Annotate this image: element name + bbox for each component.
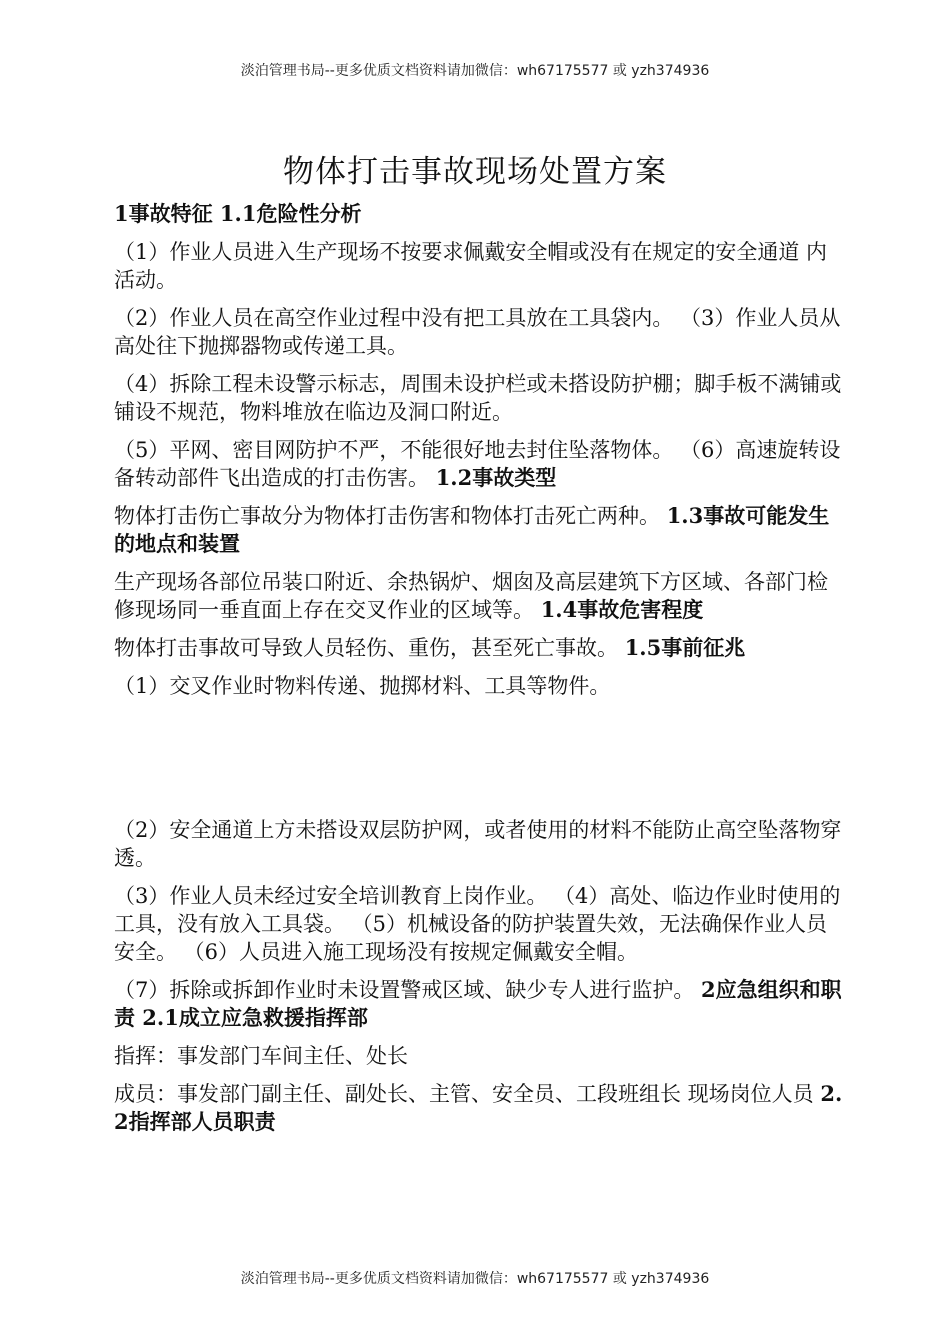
paragraph: （3）作业人员未经过安全培训教育上岗作业。 （4）高处、临边作业时使用的工具，没有放入工具袋。 （5）机械设备的防护装置失效，无法确保作业人员安全。 （6）人员进入施工现场没有按规定佩戴安全帽。 bbox=[114, 884, 841, 964]
paragraph: （1）交叉作业时物料传递、抛掷材料、工具等物件。 bbox=[114, 674, 611, 698]
heading-1-3: 1.3事故可能发生的地点和装置 bbox=[114, 503, 830, 556]
heading-1-4: 1.4事故危害程度 bbox=[540, 597, 704, 622]
paragraph bbox=[114, 976, 844, 1032]
heading-1-1: 1事故特征 1.1危险性分析 bbox=[114, 201, 362, 226]
paragraph bbox=[114, 634, 844, 662]
heading-1-2: 1.2事故类型 bbox=[435, 465, 557, 490]
heading-2-2: 2.2指挥部人员职责 bbox=[114, 1081, 843, 1134]
page-footer: 淡泊管理书局--更多优质文档资料请加微信：wh67175577 或 yzh374936 bbox=[240, 1271, 710, 1287]
document-title: 物体打击事故现场处置方案 bbox=[283, 154, 667, 190]
blank-gap bbox=[114, 710, 844, 816]
paragraph-text: （7）拆除或拆卸作业时未设置警戒区域、缺少专人进行监护。 bbox=[114, 978, 702, 1002]
paragraph: 指挥：事发部门车间主任、处长 bbox=[114, 1044, 408, 1068]
paragraph-text: 物体打击事故可导致人员轻伤、重伤，甚至死亡事故。 bbox=[114, 636, 625, 660]
heading-1-5: 1.5事前征兆 bbox=[624, 635, 746, 660]
paragraph: （4）拆除工程未设警示标志，周围未设护栏或未搭设防护棚；脚手板不满铺或铺设不规范，物料堆放在临边及洞口附近。 bbox=[114, 372, 842, 424]
paragraph-text: 生产现场各部位吊装口附近、余热锅炉、烟囱及高层建筑下方区域、各部门检修现场同一垂直面上存在交叉作业的区域等。 bbox=[114, 570, 828, 622]
paragraph-text: 物体打击伤亡事故分为物体打击伤害和物体打击死亡两种。 bbox=[114, 504, 667, 528]
paragraph: （2）安全通道上方未搭设双层防护网，或者使用的材料不能防止高空坠落物穿透。 bbox=[114, 818, 842, 870]
paragraph bbox=[114, 502, 844, 558]
section-heading bbox=[114, 200, 844, 228]
paragraph: （2）作业人员在高空作业过程中没有把工具放在工具袋内。 （3）作业人员从高处往下抛掷器物或传递工具。 bbox=[114, 306, 841, 358]
heading-2: 2应急组织和职责 2.1成立应急救援指挥部 bbox=[114, 977, 842, 1030]
paragraph bbox=[114, 436, 844, 492]
paragraph bbox=[114, 568, 844, 624]
paragraph: （1）作业人员进入生产现场不按要求佩戴安全帽或没有在规定的安全通道 内活动。 bbox=[114, 240, 828, 292]
page-header: 淡泊管理书局--更多优质文档资料请加微信：wh67175577 或 yzh374936 bbox=[240, 63, 710, 79]
paragraph-text: （5）平网、密目网防护不严，不能很好地去封住坠落物体。 （6）高速旋转设备转动部件飞出造成的打击伤害。 bbox=[114, 438, 841, 490]
document-body bbox=[114, 200, 844, 1146]
paragraph-text: 成员：事发部门副主任、副处长、主管、安全员、工段班组长 现场岗位人员 bbox=[114, 1082, 821, 1106]
paragraph bbox=[114, 1080, 844, 1136]
